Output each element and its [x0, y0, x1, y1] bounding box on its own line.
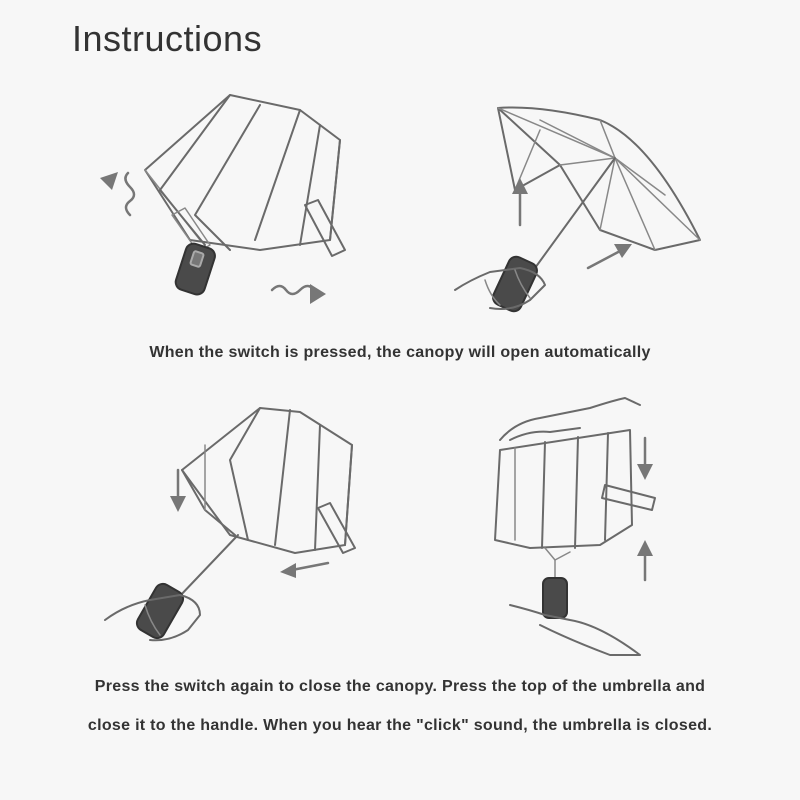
caption-open-step: When the switch is pressed, the canopy will open automatically: [149, 344, 651, 361]
page-title: Instructions: [72, 18, 263, 59]
caption-close-step-line2: close it to the handle. When you hear the "click" sound, the umbrella is closed.: [87, 717, 713, 734]
caption-close-step-line1: Press the switch again to close the canopy. Press the top of the umbrella and: [94, 678, 706, 695]
